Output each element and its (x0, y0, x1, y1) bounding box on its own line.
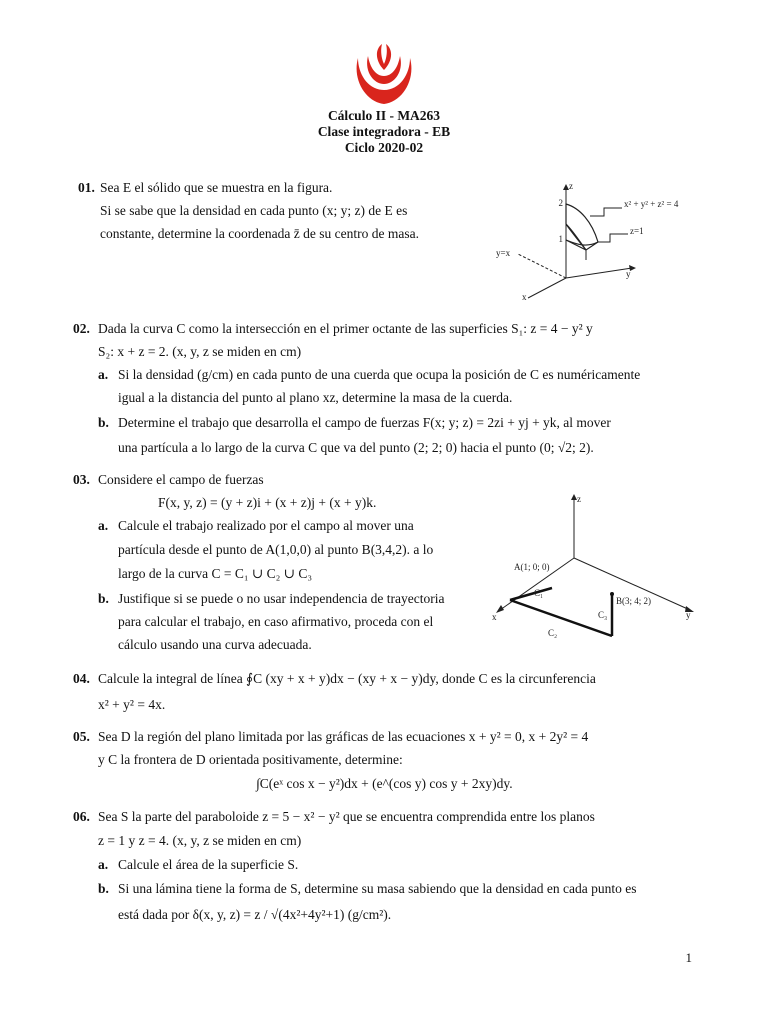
problem-03-number: 03. (73, 472, 90, 487)
fig1-two: 2 (558, 198, 563, 208)
course-title: Cálculo II - MA263 (327, 108, 441, 123)
fig3-C2: C₂ (548, 628, 558, 638)
fig1-z: z (569, 181, 573, 191)
problem-03-b-line2: para calcular el trabajo, en caso afirmativo, proceda con el (118, 614, 434, 629)
problem-02-b-label: b. (98, 415, 109, 430)
problem-02-a-line2: igual a la distancia del punto al plano xz, determine la masa de la cuerda. (118, 390, 513, 405)
problem-02-number: 02. (73, 321, 90, 336)
problem-06-line1: Sea S la parte del paraboloide z = 5 − x² − y² que se encuentra comprendida entre los planos (98, 809, 595, 824)
problem-03-b-line1: Justifique si se puede o no usar independencia de trayectoria (118, 591, 445, 606)
problem-02-b-line1: Determine el trabajo que desarrolla el campo de fuerzas F(x; y; z) = 2zi + yj + yk, al mover (118, 415, 611, 430)
problem-03-b-line3: cálculo usando una curva adecuada. (118, 637, 312, 652)
problem-01-line2: Si se sabe que la densidad en cada punto (x; y; z) de E es (100, 203, 408, 218)
problem-04-number: 04. (73, 671, 90, 686)
fig3-y: y (686, 610, 691, 620)
problem-03-a-label: a. (98, 518, 109, 533)
problem-05-integral: ∫C(eˣ cos x − y²)dx + (e^(cos y) cos y + 2xy)dy. (256, 776, 513, 791)
fig3-z: z (577, 494, 581, 504)
problem-06-a-line1: Calcule el área de la superficie S. (118, 857, 299, 872)
fig1-y: y (626, 269, 631, 279)
problem-06-b-label: b. (98, 881, 109, 896)
problem-02-b-line2: una partícula a lo largo de la curva C que va del punto (2; 2; 0) hacia el punto (0; √2; 2). (118, 440, 594, 455)
fig3-B: B(3; 4; 2) (616, 596, 651, 606)
fig3-C1: C₁ (534, 588, 544, 598)
problem-03-line1: Considere el campo de fuerzas (98, 472, 264, 487)
problem-03-b-label: b. (98, 591, 109, 606)
upc-logo (352, 40, 416, 106)
problem-01-line3: constante, determine la coordenada z̄ de su centro de masa. (100, 226, 419, 241)
problem-06-number: 06. (73, 809, 90, 824)
class-subtitle: Clase integradora - EB (317, 124, 451, 139)
problem-01-line1: Sea E el sólido que se muestra en la figura. (100, 180, 333, 195)
problem-02-line1: Dada la curva C como la intersección en el primer octante de las superficies S₁: z = 4 − y² y (98, 321, 593, 336)
problem-06-b-line1: Si una lámina tiene la forma de S, determine su masa sabiendo que la densidad en cada punto es (118, 881, 637, 896)
problem-05-number: 05. (73, 729, 90, 744)
problem-03-field: F(x, y, z) = (y + z)i + (x + z)j + (x + y)k. (158, 495, 377, 510)
fig3-x: x (492, 612, 497, 622)
fig1-eq1: x² + y² + z² = 4 (624, 199, 679, 209)
problem-02-line2: S₂: x + z = 2. (x, y, z se miden en cm) (98, 344, 302, 359)
cycle-label: Ciclo 2020-02 (344, 140, 424, 155)
problem-05-line2: y C la frontera de D orientada positivamente, determine: (98, 752, 403, 767)
problem-01-number: 01. (78, 180, 95, 195)
fig1-one: 1 (558, 234, 563, 244)
problem-01-figure (494, 180, 704, 305)
problem-02-a-line1: Si la densidad (g/cm) en cada punto de una cuerda que ocupa la posición de C es numéricamente (118, 367, 641, 382)
fig1-eq2: z=1 (630, 226, 644, 236)
page-number: 1 (685, 950, 692, 965)
problem-02-a-label: a. (98, 367, 109, 382)
problem-03-a-line1: Calcule el trabajo realizado por el campo al mover una (118, 518, 414, 533)
problem-04-line2: x² + y² = 4x. (98, 697, 166, 712)
fig3-A: A(1; 0; 0) (514, 562, 550, 572)
problem-06-line2: z = 1 y z = 4. (x, y, z se miden en cm) (98, 833, 302, 848)
problem-03-a-line3: largo de la curva C = C₁ ∪ C₂ ∪ C₃ (118, 566, 313, 581)
problem-03-figure (488, 492, 700, 652)
problem-06-a-label: a. (98, 857, 109, 872)
fig1-x: x (522, 292, 527, 302)
fig3-C3: C₃ (598, 610, 608, 620)
problem-05-line1: Sea D la región del plano limitada por las gráficas de las ecuaciones x + y² = 0, x + 2y² = 4 (98, 729, 589, 744)
problem-04-line1: Calcule la integral de línea ∮C (xy + x + y)dx − (xy + x − y)dy, donde C es la circunferencia (98, 671, 596, 686)
problem-06-b-line2: está dada por δ(x, y, z) = z / √(4x²+4y²+1) (g/cm²). (118, 907, 392, 922)
fig1-eq3: y=x (496, 248, 511, 258)
problem-03-a-line2: partícula desde el punto de A(1,0,0) al punto B(3,4,2). a lo (118, 542, 434, 557)
